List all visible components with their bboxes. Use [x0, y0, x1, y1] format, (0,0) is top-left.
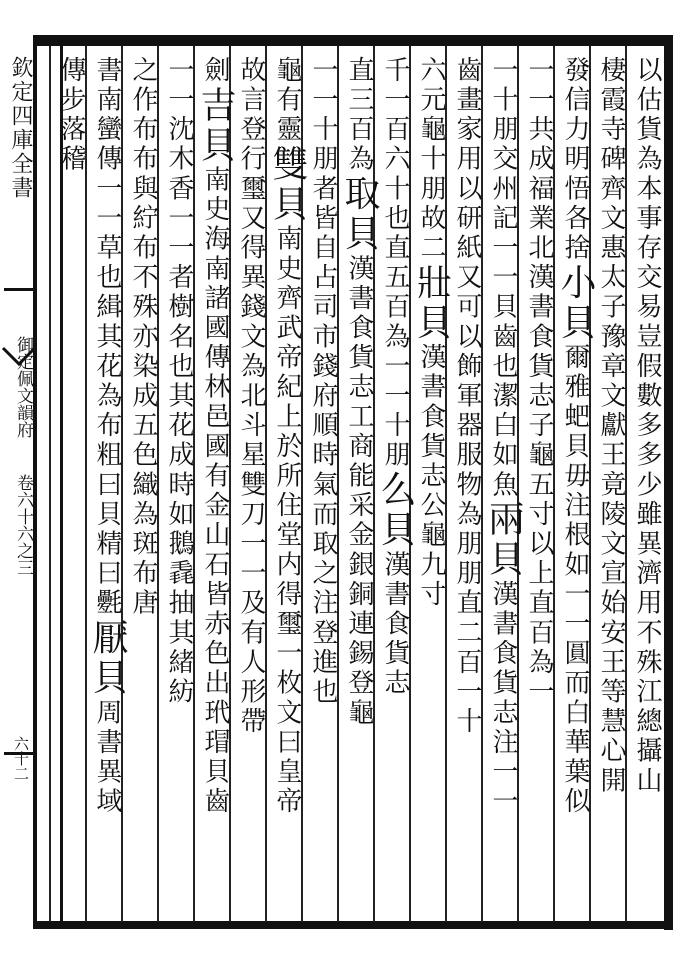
- column-text: 一一十朋: [308, 56, 338, 175]
- page-margin: [2, 46, 34, 922]
- text-column: [86, 56, 128, 916]
- text-column: [554, 56, 596, 916]
- column-text: 周書異域: [92, 698, 122, 817]
- text-column: [626, 56, 662, 916]
- column-text: 南史齊武帝紀上於所住堂内得璽一枚文曰皇帝: [272, 224, 302, 817]
- column-text: 發信力明悟各捨: [560, 56, 590, 264]
- column-text: 以估貨為本事存交易豈假數多多少雖異濟用不殊江總攝山: [632, 56, 662, 796]
- entry-heading: 取貝: [339, 174, 380, 255]
- column-text: 之作布布與紵布不殊亦染成五色織為斑布唐: [128, 56, 158, 619]
- entry-heading: 吉貝: [195, 85, 236, 166]
- column-text: 劍: [200, 56, 230, 86]
- column-text: 北漢書食貨志子龜五寸以上直百為一: [524, 233, 554, 708]
- column-text: 直五百為一一十朋: [380, 233, 410, 471]
- text-column: [446, 56, 482, 916]
- margin-subtitle: 御定佩文韻府: [13, 336, 33, 438]
- column-text: 一一沈木香一一者樹名也其花成時如鵝毳抽其緒紡: [164, 56, 194, 708]
- column-text: 故言登: [236, 56, 266, 145]
- column-text: 行璽又得異錢文為北斗星雙刀一一及有人形帶: [236, 144, 266, 737]
- frame-bottom-border: [36, 921, 673, 929]
- entry-heading: 壯貝: [411, 263, 452, 344]
- column-text: 漢書食貨志公龜九寸: [416, 343, 446, 610]
- entry-heading: 小貝: [555, 263, 596, 344]
- column-text: 龜有靈: [272, 56, 302, 145]
- column-text: 一一共成福業: [524, 56, 554, 234]
- entry-heading: 么貝: [375, 470, 416, 551]
- text-column: [194, 56, 236, 916]
- column-rule: [49, 46, 51, 922]
- column-text: 南史海南諸國傳林邑國有金山石皆赤色出玳瑁貝齒: [200, 165, 230, 817]
- margin-subtitle-tail: 卷六十六之三: [13, 474, 33, 576]
- text-column: [122, 56, 158, 916]
- entry-heading: 兩貝: [483, 500, 524, 580]
- column-text: 直三百為: [344, 56, 374, 175]
- text-column: [482, 56, 524, 916]
- column-text: 漢書食貨志注一一: [488, 580, 518, 817]
- frame-right-border: [664, 35, 673, 930]
- column-text: 爾雅蚆貝毋注根如一一圓而白華葉似: [560, 343, 590, 817]
- column-text: 千一百六十也: [380, 56, 410, 234]
- text-column: [50, 56, 86, 916]
- margin-divider-top: [4, 288, 35, 291]
- text-column: [338, 56, 380, 916]
- entry-heading: 厭貝: [87, 618, 128, 699]
- text-column: [518, 56, 554, 916]
- entry-heading: 雙貝: [267, 144, 308, 225]
- column-text: 一十朋交州記一一貝齒也潔白如魚: [488, 56, 518, 500]
- text-column: [590, 56, 626, 916]
- column-text: 漢書食貨志工商能采金銀銅連錫登龜: [344, 254, 374, 729]
- text-column: [266, 56, 308, 916]
- column-text: 六元龜十朋故二: [416, 56, 446, 264]
- text-column: [230, 56, 266, 916]
- column-text: 棲霞寺碑齊文惠太子豫章文獻王竟陵文宣始安王等慧心開: [596, 56, 626, 796]
- column-text: 齒畫家用以研紙又可以飾軍器服物: [452, 56, 482, 500]
- column-text: 者皆自占司市錢府順時氣而取之注登進也: [308, 174, 338, 708]
- column-text: 為朋朋直二百一十: [452, 500, 482, 737]
- margin-title: 欽定四庫全書: [8, 56, 33, 200]
- text-column: [158, 56, 194, 916]
- column-text: 書南蠻傳一一草也緝其花為布粗曰貝精曰氎: [92, 56, 122, 619]
- margin-page-number: 六十二: [12, 736, 30, 781]
- column-text: 漢書食貨志: [380, 550, 410, 699]
- column-text: 傳步落稽: [56, 56, 86, 175]
- frame-top-border: [36, 35, 672, 46]
